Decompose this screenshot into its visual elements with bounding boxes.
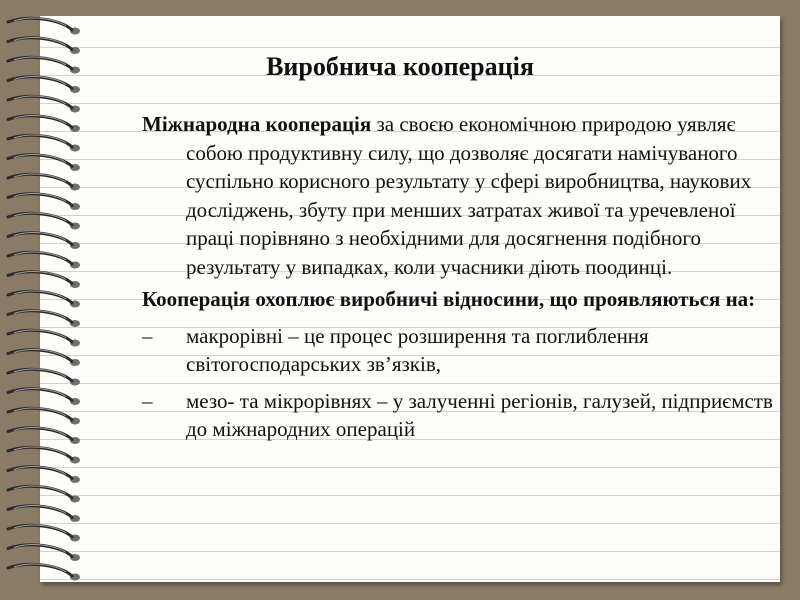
spiral-ring <box>8 252 80 268</box>
spiral-ring <box>8 447 80 463</box>
spiral-ring <box>8 311 80 327</box>
spiral-ring <box>8 213 80 229</box>
spiral-ring <box>8 525 80 541</box>
list-item-meso-micro <box>142 387 782 444</box>
spiral-ring <box>8 272 80 288</box>
spiral-ring <box>8 194 80 210</box>
spiral-ring <box>8 408 80 424</box>
spiral-ring <box>8 233 80 249</box>
spiral-ring <box>8 174 80 190</box>
paragraph-term: Міжнародна кооперація <box>142 112 372 136</box>
spiral-ring <box>8 389 80 405</box>
paragraph-heading: Кооперація охоплює виробничі відносини, що проявляються на: <box>142 287 756 311</box>
spiral-ring <box>8 350 80 366</box>
spiral-ring <box>8 428 80 444</box>
dash-marker: – <box>142 388 153 413</box>
paragraph-international-cooperation <box>142 110 782 281</box>
paragraph-cooperation-levels <box>142 285 782 314</box>
list-item-text: мезо- та мікрорівнях – у залученні регіонів, галузей, підприємств до міжнародних операцій <box>186 388 773 441</box>
spiral-ring <box>8 155 80 171</box>
slide-body <box>142 110 782 444</box>
spiral-ring <box>8 18 80 34</box>
dash-marker: – <box>142 323 153 348</box>
spiral-ring <box>8 135 80 151</box>
spiral-ring <box>8 564 80 580</box>
slide-title: Виробнича кооперація <box>266 52 534 81</box>
spiral-binding <box>0 14 96 584</box>
spiral-ring <box>8 330 80 346</box>
list-item-text: макрорівні – це процес розширення та поглиблення світогосподарських зв’язків, <box>186 323 649 376</box>
paragraph-text: за своєю економічною природою уявляє собою продуктивну силу, що дозволяє досягати намічуваного суспільно корисного результату у сфері виробництва, наукових досліджень, збуту при менших затратах живої та уречевленої праці порівняно з необхідними для досягнення подібного результату у випадках, коли учасники діють поодинці. <box>186 112 752 279</box>
spiral-ring <box>8 486 80 502</box>
list-item-macro <box>142 322 782 379</box>
spiral-ring <box>8 96 80 112</box>
spiral-ring <box>8 545 80 561</box>
spiral-ring <box>8 506 80 522</box>
spiral-ring <box>8 369 80 385</box>
spiral-ring <box>8 291 80 307</box>
spiral-ring <box>8 467 80 483</box>
spiral-ring <box>8 116 80 132</box>
